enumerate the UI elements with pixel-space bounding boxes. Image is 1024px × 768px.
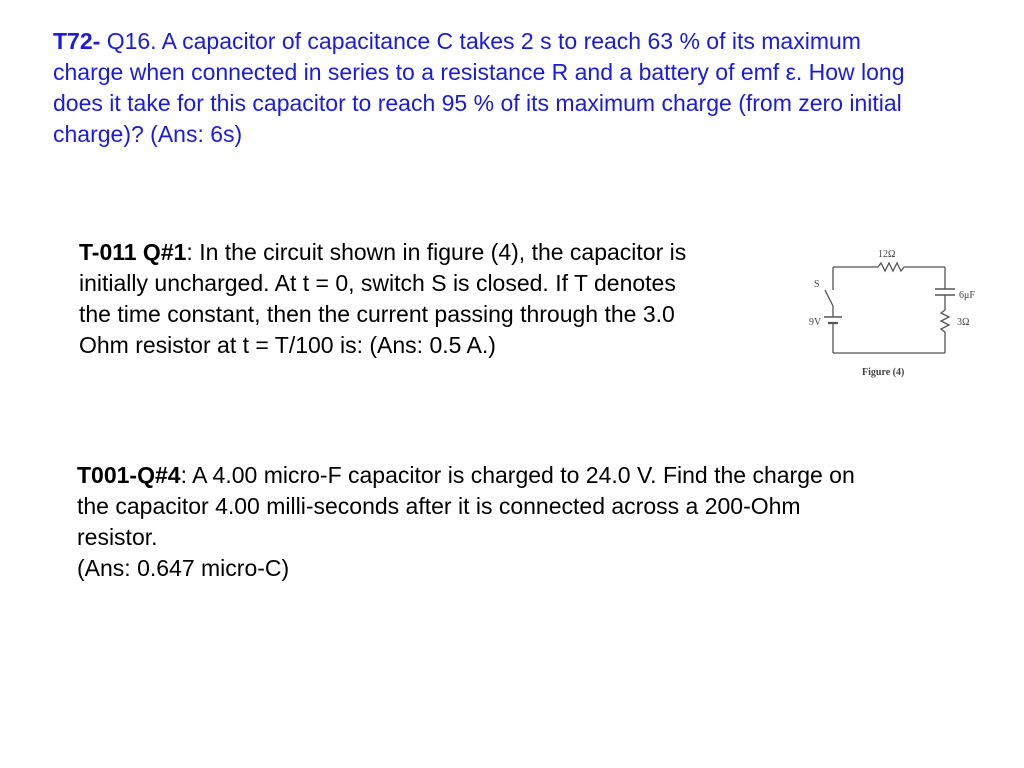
question-t001 xyxy=(77,460,977,584)
q3-line-3: resistor. xyxy=(77,524,158,550)
q1-line-4: charge)? (Ans: 6s) xyxy=(53,121,243,147)
question-t72 xyxy=(53,26,1013,150)
q2-line-4: Ohm resistor at t = T/100 is: (Ans: 0.5 A.) xyxy=(79,332,496,358)
label-battery: 9V xyxy=(809,317,822,328)
figure-caption: Figure (4) xyxy=(862,367,905,378)
question-t011 xyxy=(79,237,769,361)
q2-line-2: initially uncharged. At t = 0, switch S is closed. If T denotes xyxy=(79,270,676,296)
q1-line-3: does it take for this capacitor to reach 95 % of its maximum charge (from zero initial xyxy=(53,90,902,116)
resistor-3-ohm xyxy=(941,310,949,332)
q2-line-3: the time constant, then the current passing through the 3.0 xyxy=(79,301,675,327)
q3-line-2: the capacitor 4.00 milli-seconds after it is connected across a 200-Ohm xyxy=(77,493,801,519)
q3-line-4: (Ans: 0.647 micro-C) xyxy=(77,555,290,581)
circuit-figure-4 xyxy=(800,240,990,385)
q1-text-1: Q16. A capacitor of capacitance C takes 2 s to reach 63 % of its maximum xyxy=(106,28,861,54)
q3-text-1: : A 4.00 micro-F capacitor is charged to 24.0 V. Find the charge on xyxy=(180,462,855,488)
switch-blade xyxy=(825,290,833,306)
label-switch: S xyxy=(814,279,820,290)
label-resistor-3: 3Ω xyxy=(957,317,970,328)
q1-line-1 xyxy=(53,26,1013,57)
q2-line-1 xyxy=(79,237,769,268)
q1-line-2: charge when connected in series to a resistance R and a battery of emf ε. How long xyxy=(53,59,905,85)
label-capacitor: 6μF xyxy=(959,290,975,301)
q2-id: T-011 Q#1 xyxy=(79,239,187,265)
q2-text-1: : In the circuit shown in figure (4), the capacitor is xyxy=(186,239,687,265)
q3-id: T001-Q#4 xyxy=(77,462,181,488)
resistor-12-ohm xyxy=(878,263,904,271)
label-resistor-12: 12Ω xyxy=(878,249,896,260)
q1-id: T72- xyxy=(53,28,101,54)
q3-line-1 xyxy=(77,460,977,491)
